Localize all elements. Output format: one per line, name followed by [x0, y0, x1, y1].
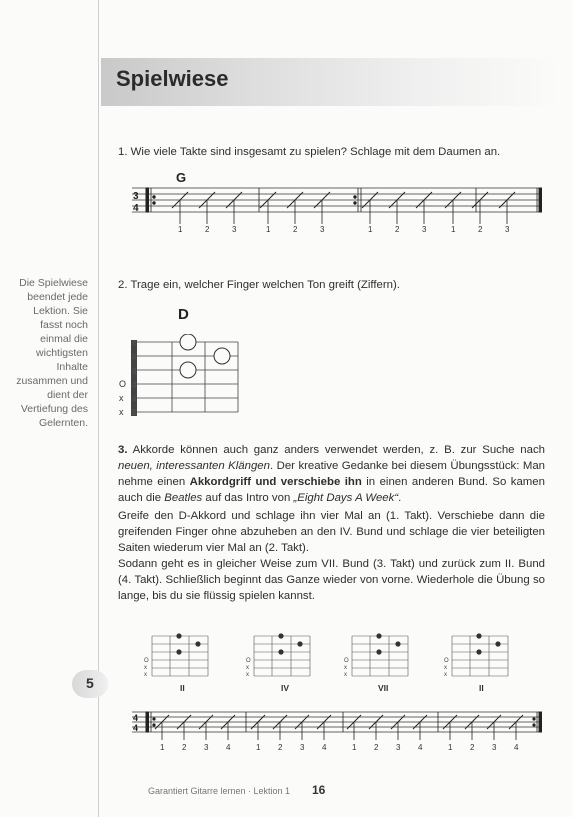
text-bold: Akkordgriff und verschiebe ihn	[189, 476, 362, 488]
count-label: 2	[205, 225, 210, 234]
string-label: E	[132, 408, 138, 417]
text-span: auf das Intro von	[205, 492, 291, 504]
small-chord-diagram	[342, 632, 412, 680]
ts-top: 3	[133, 191, 139, 202]
open-muted-marker: O	[444, 658, 449, 664]
string-label: b	[132, 352, 137, 361]
count-label: 1	[368, 225, 373, 234]
open-muted-marker: x	[344, 672, 347, 678]
open-muted-marker: O	[144, 658, 149, 664]
count-label: 3	[422, 225, 427, 234]
small-chord-diagram	[142, 632, 212, 680]
open-muted-marker: x	[119, 407, 124, 417]
open-muted-marker: O	[119, 379, 127, 389]
position-label: VII	[378, 683, 389, 693]
footer-text: Garantiert Gitarre lernen · Lektion 1	[148, 786, 291, 796]
open-muted-marker: x	[444, 672, 447, 678]
finger-dot	[176, 633, 181, 638]
count-label: 4	[514, 743, 519, 752]
count-label: 2	[374, 743, 379, 752]
exercise2-chord: D	[178, 306, 189, 323]
finger-dot	[180, 362, 196, 378]
count-label: 2	[478, 225, 483, 234]
finger-dot	[176, 649, 181, 654]
small-chord-diagram	[244, 632, 314, 680]
finger-dot	[476, 633, 481, 638]
exercise3-rhythm-staff	[128, 708, 548, 754]
text-emphasis: Beatles	[164, 492, 203, 504]
string-label: a	[132, 394, 137, 403]
page-title: Spielwiese	[116, 66, 229, 91]
count-label: 2	[278, 743, 283, 752]
string-label: e	[132, 338, 137, 347]
finger-dot	[180, 334, 196, 350]
count-label: 1	[266, 225, 271, 234]
small-chord-diagram	[442, 632, 512, 680]
count-label: 1	[256, 743, 261, 752]
text-span: . Der kreative Gedanke bei diesem Übungsstück: Man nehme einen	[118, 460, 545, 488]
svg-text:4: 4	[133, 713, 139, 723]
open-muted-marker: x	[444, 665, 447, 671]
count-label: 2	[182, 743, 187, 752]
count-label: 1	[178, 225, 183, 234]
exercise2-text: 2. Trage ein, welcher Finger welchen Ton greift (Ziffern).	[118, 279, 400, 291]
finger-dot	[376, 649, 381, 654]
sidebar-note: Die Spielwiese beendet jede Lektion. Sie fasst noch einmal die wichtigsten Inhalte zusammen und dient der Vertiefung des Gelernten.	[16, 277, 88, 429]
open-muted-marker: x	[344, 665, 347, 671]
count-label: 3	[232, 225, 237, 234]
finger-dot	[278, 633, 283, 638]
position-label: IV	[281, 683, 290, 693]
exercise1-text: 1. Wie viele Takte sind insgesamt zu spielen? Schlage mit dem Daumen an.	[118, 146, 501, 158]
ts-bottom: 4	[133, 203, 139, 214]
open-muted-marker: x	[144, 672, 147, 678]
exercise3-paragraph3: Sodann geht es in gleicher Weise zum VII. Bund (3. Takt) und zurück zum II. Bund (4. Takt). Schließlich beginnt das Ganze wieder von vorne. Wiederhole die Übung so lange, bis du sie flüssig spielen kannst.	[118, 558, 545, 602]
count-label: 1	[160, 743, 165, 752]
finger-dot	[195, 641, 200, 646]
finger-dot	[395, 641, 400, 646]
count-label: 3	[492, 743, 497, 752]
open-muted-marker: x	[246, 665, 249, 671]
d-chord-diagram	[112, 334, 242, 420]
exercise3-paragraph2: Greife den D-Akkord und schlage ihn vier Mal an (1. Takt). Verschiebe dann die greifenden Finger ohne abzuheben an den IV. Bund und schlage die vier beteiligten Saiten wiederum vier Mal an (2. Takt).	[118, 510, 545, 554]
count-label: 4	[322, 743, 327, 752]
count-label: 3	[396, 743, 401, 752]
repeat-start-bar	[146, 188, 149, 212]
exercise1-rhythm-staff	[128, 184, 548, 236]
page-number: 16	[312, 783, 326, 797]
exercise3-number: 3.	[118, 444, 128, 456]
text-emphasis: neuen, interessanten Klängen	[118, 460, 270, 472]
svg-text:4: 4	[133, 723, 139, 733]
text-span: Akkorde können auch ganz anders verwendet werden, z. B. zur Suche nach	[132, 444, 545, 456]
open-muted-marker: x	[119, 393, 124, 403]
exercise1-chord: G	[176, 170, 187, 185]
exercise3-paragraph1	[118, 442, 545, 506]
count-label: 2	[470, 743, 475, 752]
count-label: 3	[320, 225, 325, 234]
open-muted-marker: x	[246, 672, 249, 678]
count-label: 3	[300, 743, 305, 752]
count-label: 4	[226, 743, 231, 752]
open-muted-marker: x	[144, 665, 147, 671]
string-label: d	[132, 380, 137, 389]
position-label: II	[180, 683, 185, 693]
text-emphasis: „Eight Days A Week“	[293, 492, 399, 504]
count-label: 1	[352, 743, 357, 752]
open-muted-marker: O	[344, 658, 349, 664]
lesson-number: 5	[86, 675, 94, 691]
count-label: 3	[204, 743, 209, 752]
finger-dot	[495, 641, 500, 646]
finger-dot	[476, 649, 481, 654]
text-span: .	[398, 492, 402, 504]
open-muted-marker: O	[246, 658, 251, 664]
position-label: II	[479, 683, 484, 693]
finger-dot	[214, 348, 230, 364]
count-label: 3	[505, 225, 510, 234]
finger-dot	[297, 641, 302, 646]
finger-dot	[376, 633, 381, 638]
count-label: 2	[293, 225, 298, 234]
text-span: in einen anderen Bund. So kamen auch die	[118, 476, 545, 504]
count-label: 4	[418, 743, 423, 752]
count-label: 2	[395, 225, 400, 234]
finger-dot	[278, 649, 283, 654]
string-label: g	[132, 366, 137, 375]
count-label: 1	[448, 743, 453, 752]
count-label: 1	[451, 225, 456, 234]
